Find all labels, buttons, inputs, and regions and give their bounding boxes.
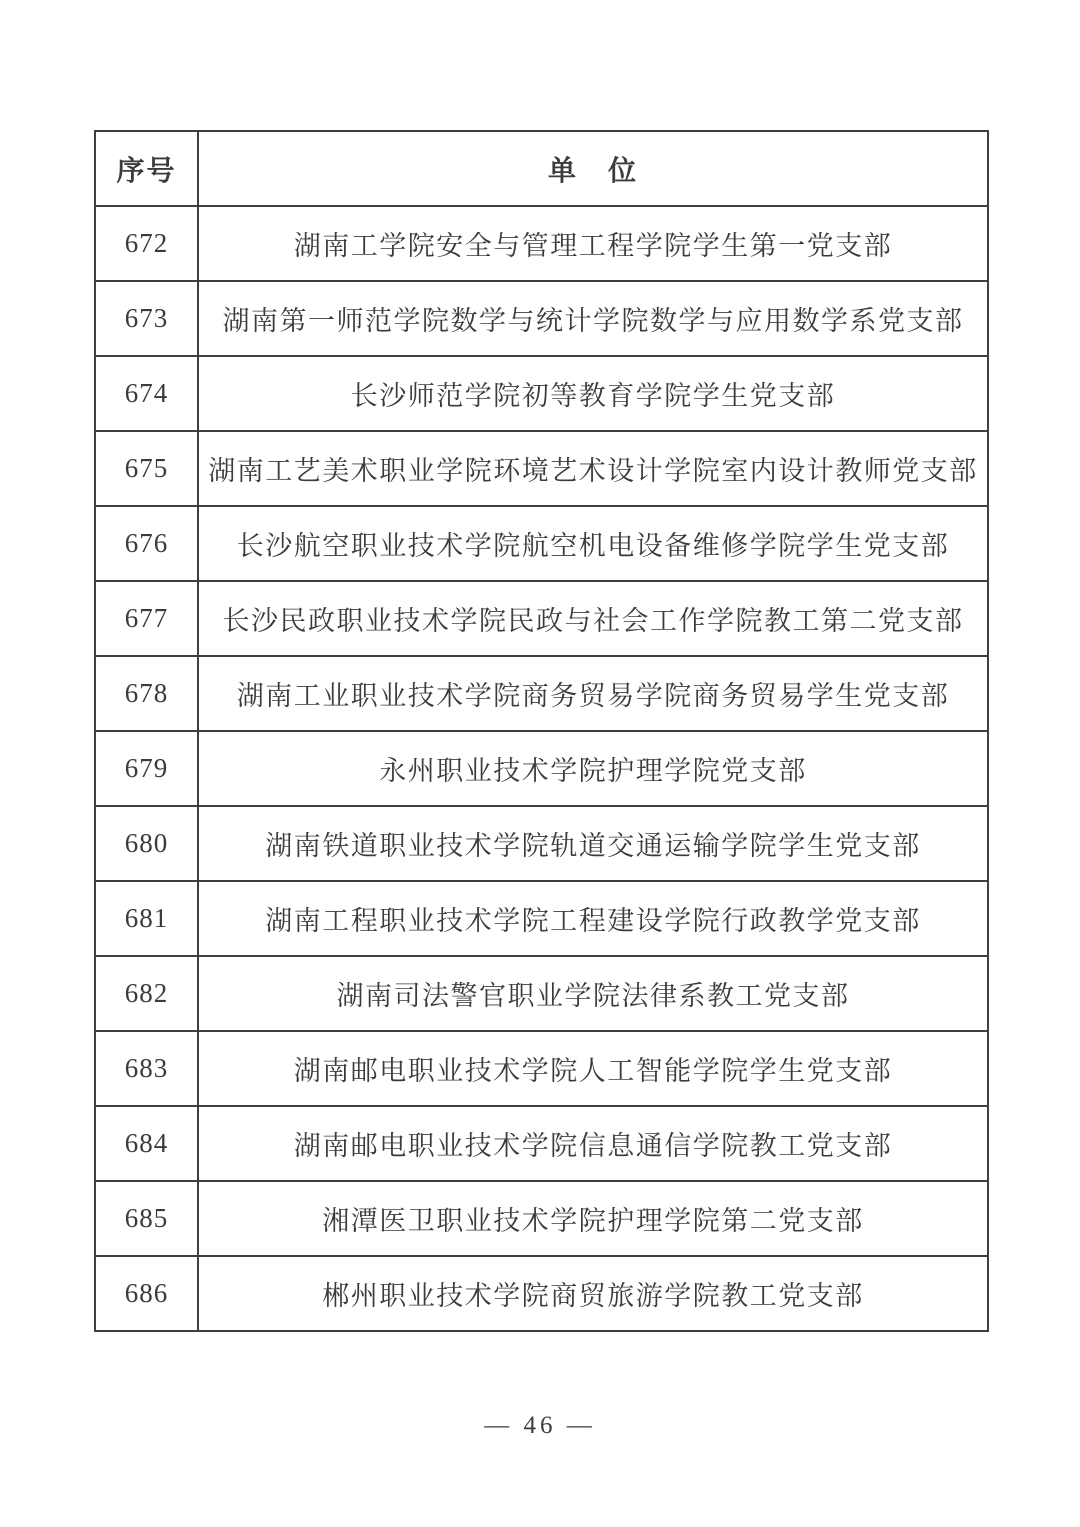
row-serial-number: 681 [95, 881, 198, 956]
row-serial-number: 676 [95, 506, 198, 581]
row-serial-number: 678 [95, 656, 198, 731]
table-body [95, 206, 988, 1331]
table-row [95, 206, 988, 281]
table-row [95, 581, 988, 656]
table-row [95, 806, 988, 881]
table-row [95, 506, 988, 581]
row-serial-number: 682 [95, 956, 198, 1031]
row-serial-number: 684 [95, 1106, 198, 1181]
units-table [94, 130, 989, 1332]
row-unit-name: 长沙航空职业技术学院航空机电设备维修学院学生党支部 [198, 506, 988, 581]
table-row [95, 1106, 988, 1181]
row-serial-number: 677 [95, 581, 198, 656]
row-unit-name: 湘潭医卫职业技术学院护理学院第二党支部 [198, 1181, 988, 1256]
table-row [95, 356, 988, 431]
row-unit-name: 长沙民政职业技术学院民政与社会工作学院教工第二党支部 [198, 581, 988, 656]
header-cell-number: 序号 [95, 131, 198, 206]
table-row [95, 1181, 988, 1256]
row-unit-name: 湖南邮电职业技术学院人工智能学院学生党支部 [198, 1031, 988, 1106]
row-serial-number: 675 [95, 431, 198, 506]
row-serial-number: 686 [95, 1256, 198, 1331]
row-unit-name: 湖南工程职业技术学院工程建设学院行政教学党支部 [198, 881, 988, 956]
row-serial-number: 679 [95, 731, 198, 806]
row-unit-name: 湖南工学院安全与管理工程学院学生第一党支部 [198, 206, 988, 281]
row-serial-number: 673 [95, 281, 198, 356]
table-row [95, 281, 988, 356]
row-unit-name: 永州职业技术学院护理学院党支部 [198, 731, 988, 806]
row-unit-name: 湖南工业职业技术学院商务贸易学院商务贸易学生党支部 [198, 656, 988, 731]
table-row [95, 1256, 988, 1331]
row-serial-number: 685 [95, 1181, 198, 1256]
header-cell-unit: 单 位 [198, 131, 988, 206]
row-unit-name: 长沙师范学院初等教育学院学生党支部 [198, 356, 988, 431]
row-serial-number: 680 [95, 806, 198, 881]
row-serial-number: 683 [95, 1031, 198, 1106]
row-unit-name: 湖南铁道职业技术学院轨道交通运输学院学生党支部 [198, 806, 988, 881]
table-row [95, 956, 988, 1031]
row-unit-name: 郴州职业技术学院商贸旅游学院教工党支部 [198, 1256, 988, 1331]
row-unit-name: 湖南司法警官职业学院法律系教工党支部 [198, 956, 988, 1031]
row-serial-number: 672 [95, 206, 198, 281]
table-row [95, 656, 988, 731]
page-number: — 46 — [484, 1412, 596, 1439]
table-header [95, 131, 988, 206]
table-row [95, 1031, 988, 1106]
row-unit-name: 湖南邮电职业技术学院信息通信学院教工党支部 [198, 1106, 988, 1181]
table-row [95, 881, 988, 956]
row-unit-name: 湖南工艺美术职业学院环境艺术设计学院室内设计教师党支部 [198, 431, 988, 506]
table-row [95, 731, 988, 806]
header-row [95, 131, 988, 206]
row-unit-name: 湖南第一师范学院数学与统计学院数学与应用数学系党支部 [198, 281, 988, 356]
row-serial-number: 674 [95, 356, 198, 431]
table-row [95, 431, 988, 506]
